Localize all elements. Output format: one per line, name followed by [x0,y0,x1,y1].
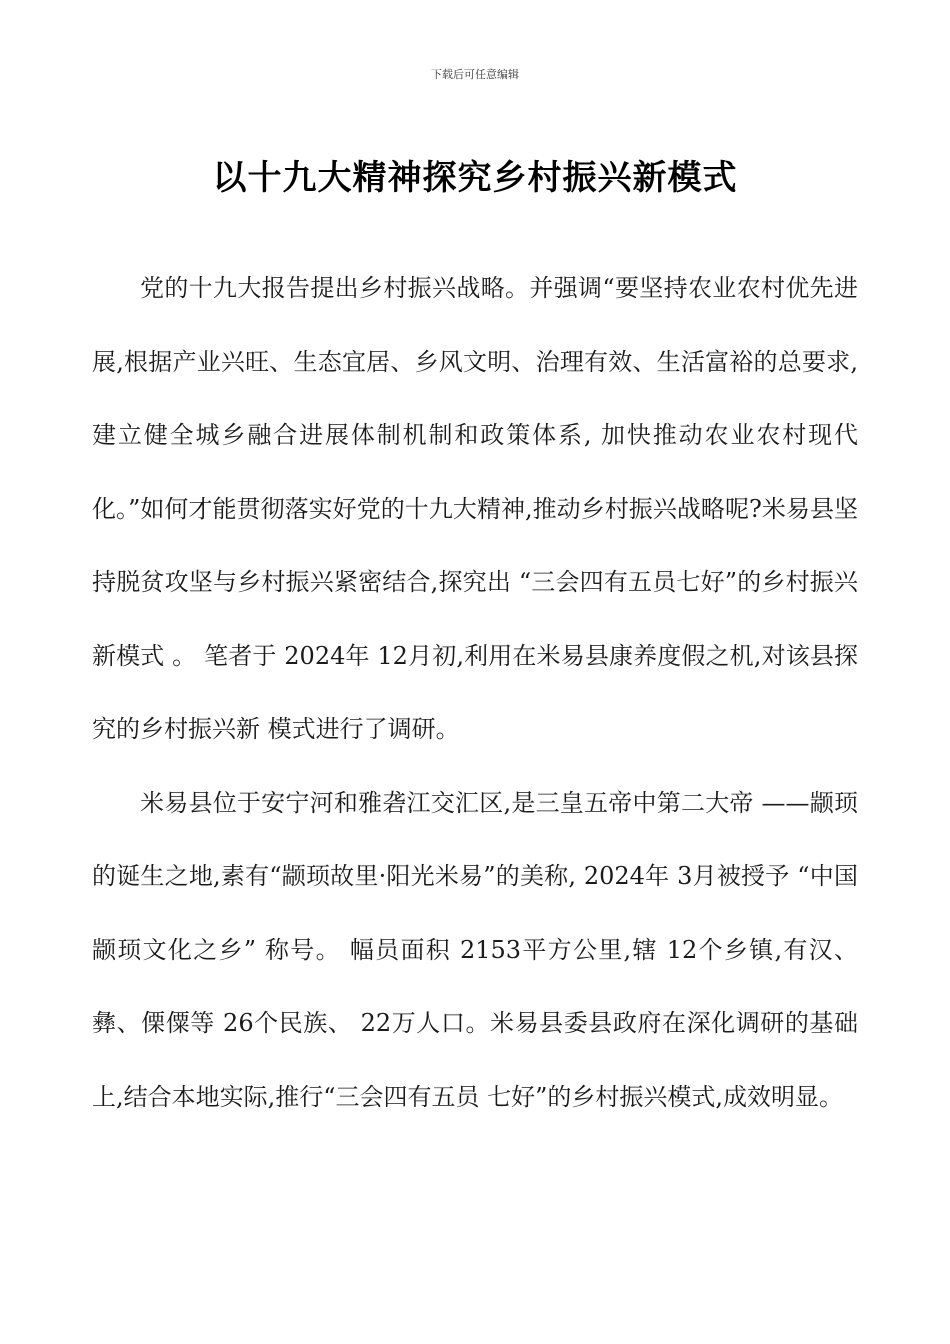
header-note: 下载后可任意编辑 [431,68,519,81]
document-title: 以十九大精神探究乡村振兴新模式 [212,158,738,198]
paragraph-1: 党的十九大报告提出乡村振兴战略。并强调“要坚持农业农村优先进展,根据产业兴旺、生态宜居、乡风文明、治理有效、生活富裕的总要求, 建立健全城乡融合进展体制机制和政策体系, 加快推动农业农村现代化。”如何才能贯彻落实好党的十九大精神,推动乡村振兴战略呢?米易县坚持脱贫攻坚与乡村振兴紧密结合,探究出 “三会四有五员七好”的乡村振兴新模式 。 笔者于 2024年 12月初,利用在米易县康养度假之机,对该县探究的乡村振兴新 模式进行了调研。 [92,274,858,743]
document-body [92,252,858,1134]
paragraph-2: 米易县位于安宁河和雅砻江交汇区,是三皇五帝中第二大帝 ——颛顼的诞生之地,素有“颛顼故里·阳光米易”的美称, 2024年 3月被授予 “中国颛顼文化之乡” 称号。 幅员面积 2153平方公里,辖 12个乡镇,有汉、彝、傈僳等 26个民族、 22万人口。米易县委县政府在深化调研的基础上,结合本地实际,推行“三会四有五员 七好”的乡村振兴模式,成效明显。 [92,788,858,1111]
